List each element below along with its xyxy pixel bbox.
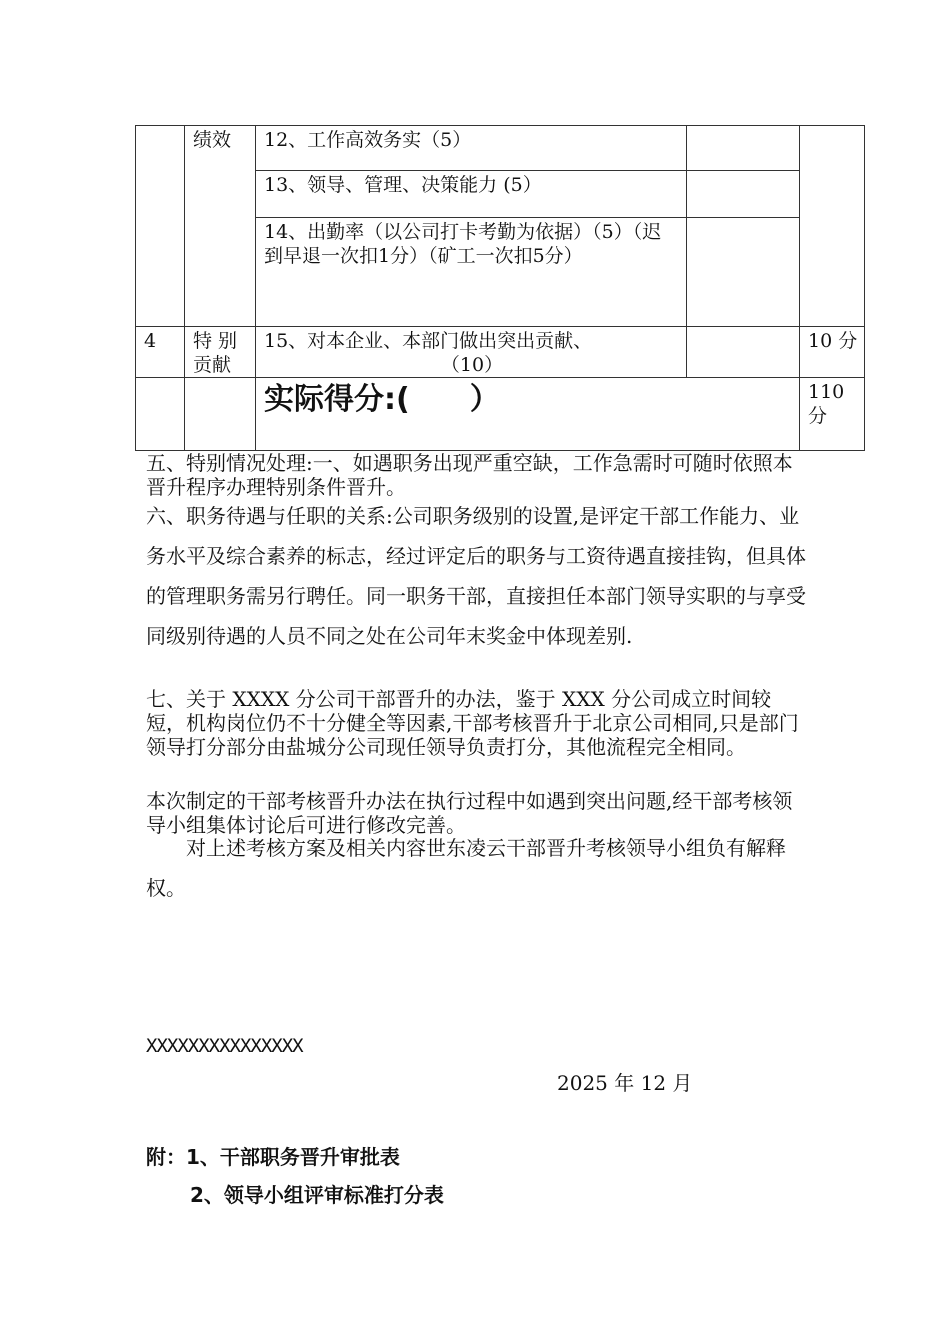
total-label: 实际得分:(	[264, 382, 410, 417]
number-cell: 4	[136, 327, 185, 378]
attachment-line: 2、领导小组评审标准打分表	[190, 1183, 444, 1207]
item-text-line: 15、对本企业、本部门做出突出贡献、	[264, 330, 593, 352]
table-row	[136, 126, 865, 171]
total-label-close: ）	[469, 382, 500, 417]
score-cell	[687, 126, 800, 171]
table-row	[136, 378, 865, 451]
attachment-line: 附：1、干部职务晋升审批表	[146, 1145, 400, 1169]
number-cell	[136, 126, 185, 327]
number-cell	[136, 378, 185, 451]
points-cell	[800, 126, 865, 327]
date: 2025 年 12 月	[557, 1071, 693, 1095]
item-cell: 14、出勤率（以公司打卡考勤为依据）（5）（迟到早退一次扣1分）（矿工一次扣5分）	[256, 218, 687, 327]
total-label-cell	[256, 378, 800, 451]
table-row	[136, 327, 865, 378]
score-table	[135, 125, 865, 451]
item-cell: 12、工作高效务实（5）	[256, 126, 687, 171]
points-cell: 10 分	[800, 327, 865, 378]
category-cell: 绩效	[185, 126, 256, 327]
paragraph-revision: 本次制定的干部考核晋升办法在执行过程中如遇到突出问题,经干部考核领导小组集体讨论后可进行修改完善。	[146, 789, 793, 837]
paragraph-position-treatment: 六、职务待遇与任职的关系:公司职务级别的设置,是评定干部工作能力、业务水平及综合素养的标志，经过评定后的职务与工资待遇直接挂钩，但具体的管理职务需另行聘任。同一职务干部，直接担任本部门领导实职的与享受同级别待遇的人员不同之处在公司年末奖金中体现差别.	[146, 504, 806, 648]
item-cell	[256, 327, 687, 378]
score-cell	[687, 327, 800, 378]
item-cell: 13、领导、管理、决策能力 (5）	[256, 171, 687, 218]
paragraph-interpretation: 对上述考核方案及相关内容世东凌云干部晋升考核领导小组负有解释权。	[146, 836, 786, 900]
paragraph-special-situation: 五、特别情况处理:一、如遇职务出现严重空缺，工作急需时可随时依照本晋升程序办理特别条件晋升。	[146, 451, 793, 499]
item-text-line: （10）	[440, 354, 504, 376]
paragraph-branch-promotion: 七、关于 XXXX 分公司干部晋升的办法，鉴于 XXX 分公司成立时间较短，机构岗位仍不十分健全等因素,干部考核晋升于北京公司相同,只是部门领导打分部分由盐城分公司现任领导负责打分，其他流程完全相同。	[146, 687, 799, 759]
score-cell	[687, 171, 800, 218]
signature: XXXXXXXXXXXXXXX	[146, 1035, 303, 1057]
category-cell: 特 别 贡献	[185, 327, 256, 378]
score-cell	[687, 218, 800, 327]
category-cell	[185, 378, 256, 451]
total-points-cell: 110 分	[800, 378, 865, 451]
